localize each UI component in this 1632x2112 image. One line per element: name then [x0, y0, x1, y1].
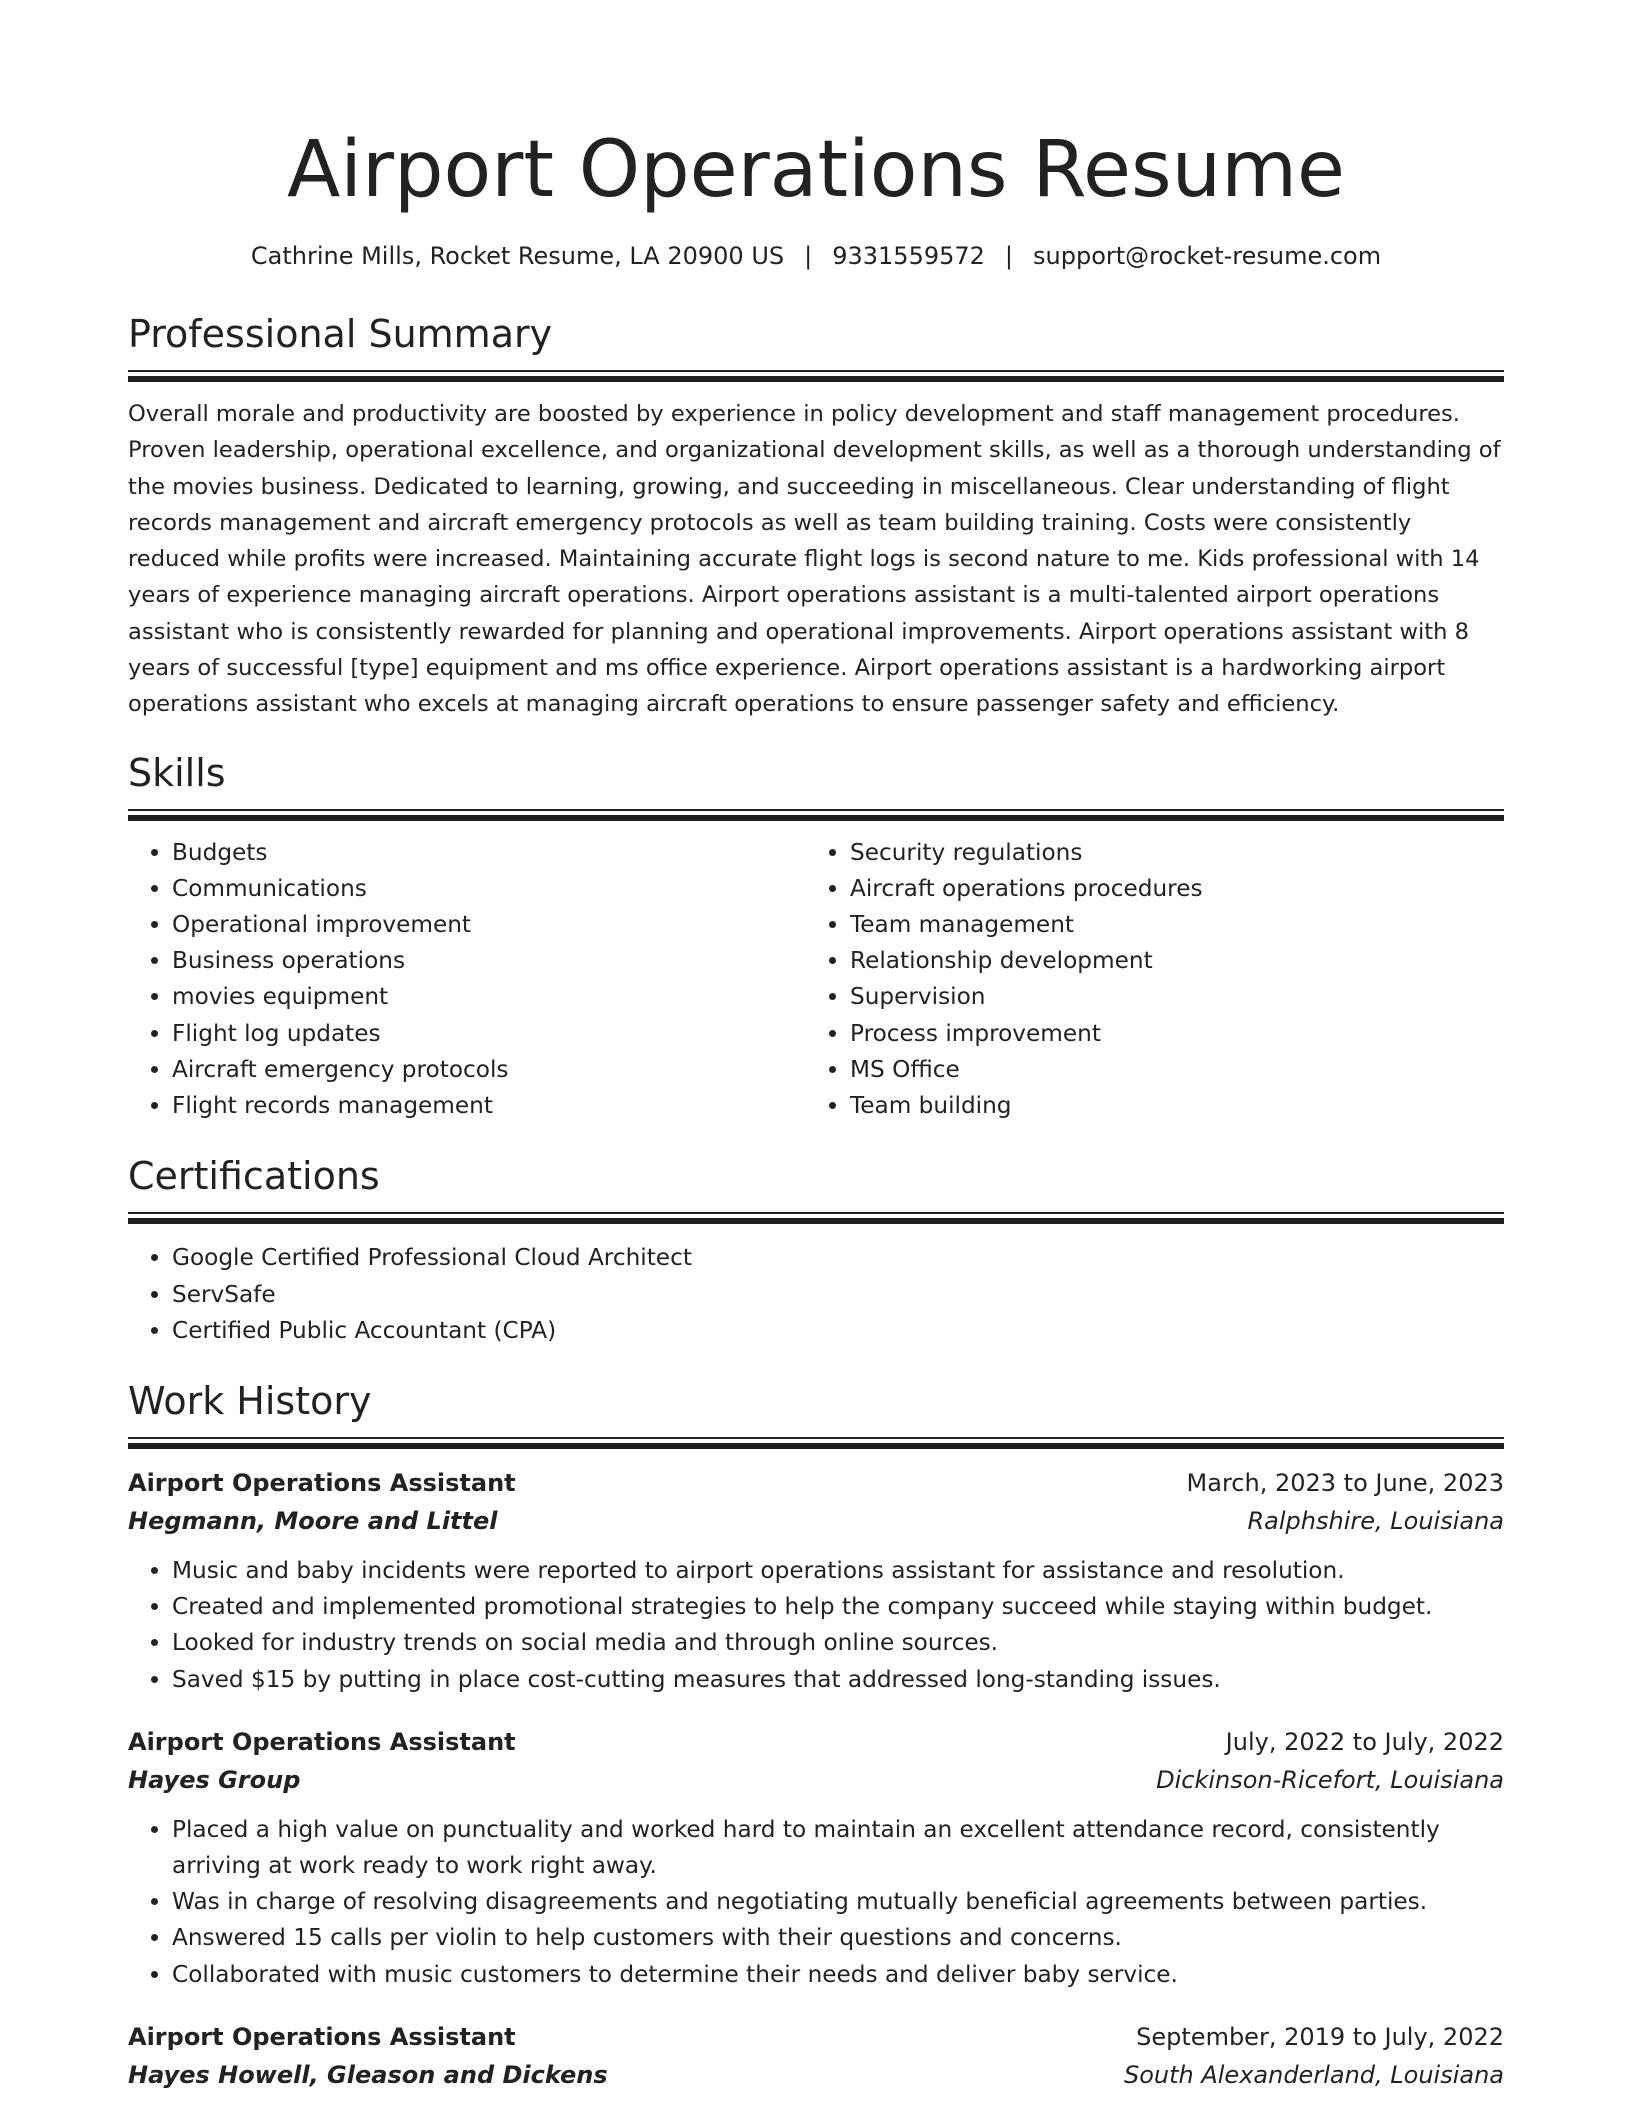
job-bullets: [128, 1553, 1504, 1698]
section-divider: [128, 370, 1504, 382]
section-divider: [128, 1212, 1504, 1224]
skill-item: • Communications: [172, 871, 806, 907]
job-title: Airport Operations Assistant: [128, 1727, 516, 1756]
job-header-row: [128, 1465, 1504, 1501]
job-entry: [128, 2019, 1504, 2093]
skills-section: [128, 749, 1504, 1125]
skill-item: • MS Office: [850, 1052, 1484, 1088]
certifications-section: [128, 1152, 1504, 1349]
job-company-row: [128, 1762, 1504, 1798]
certifications-heading: Certifications: [128, 1154, 380, 1199]
job-bullet: • Saved $15 by putting in place cost-cutting measures that addressed long-standing issues.: [172, 1662, 1504, 1698]
section-divider: [128, 809, 1504, 821]
skill-item: • Team building: [850, 1088, 1484, 1124]
work-history-heading: Work History: [128, 1378, 372, 1423]
skills-list-right: [806, 835, 1484, 1125]
skill-item: • Budgets: [172, 835, 806, 871]
skill-item: • Relationship development: [850, 943, 1484, 979]
job-company-row: [128, 1503, 1504, 1539]
contact-separator: |: [1004, 242, 1014, 270]
job-location: South Alexanderland, Louisiana: [1123, 2060, 1504, 2089]
certification-item: • ServSafe: [172, 1277, 1504, 1313]
skills-heading: Skills: [128, 750, 226, 795]
skill-item: • Security regulations: [850, 835, 1484, 871]
certification-item: • Certified Public Accountant (CPA): [172, 1313, 1504, 1349]
section-divider: [128, 1437, 1504, 1449]
job-dates: March, 2023 to June, 2023: [1186, 1468, 1504, 1497]
job-bullet: • Created and implemented promotional strategies to help the company succeed while staying within budget.: [172, 1589, 1504, 1625]
skill-item: • Flight log updates: [172, 1016, 806, 1052]
skills-column-left: [128, 835, 806, 1125]
contact-separator: |: [804, 242, 813, 270]
skill-item: • Aircraft operations procedures: [850, 871, 1484, 907]
job-dates: July, 2022 to July, 2022: [1225, 1727, 1504, 1756]
job-header-row: [128, 1724, 1504, 1760]
job-dates: September, 2019 to July, 2022: [1136, 2022, 1504, 2051]
skill-item: • movies equipment: [172, 979, 806, 1015]
job-bullet: • Music and baby incidents were reported to airport operations assistant for assistance and resolution.: [172, 1553, 1504, 1589]
work-history-section: [128, 1377, 1504, 2093]
contact-line: [128, 240, 1504, 272]
summary-section: [128, 310, 1504, 723]
job-bullet: • Answered 15 calls per violin to help customers with their questions and concerns.: [172, 1920, 1504, 1956]
job-location: Ralphshire, Louisiana: [1247, 1506, 1504, 1535]
job-title: Airport Operations Assistant: [128, 1468, 516, 1497]
resume-title: Airport Operations Resume: [286, 125, 1346, 215]
skills-grid: [128, 835, 1504, 1125]
contact-address: Cathrine Mills, Rocket Resume, LA 20900 US: [250, 242, 785, 270]
job-company: Hegmann, Moore and Littel: [128, 1506, 498, 1535]
skills-column-right: [806, 835, 1484, 1125]
certification-item: • Google Certified Professional Cloud Architect: [172, 1240, 1504, 1276]
skill-item: • Business operations: [172, 943, 806, 979]
job-bullet: • Looked for industry trends on social media and through online sources.: [172, 1625, 1504, 1661]
job-location: Dickinson-Ricefort, Louisiana: [1156, 1765, 1504, 1794]
skill-item: • Team management: [850, 907, 1484, 943]
skill-item: • Operational improvement: [172, 907, 806, 943]
skill-item: • Supervision: [850, 979, 1484, 1015]
job-bullets: [128, 1812, 1504, 1993]
contact-phone: 9331559572: [832, 242, 985, 270]
contact-email: support@rocket-resume.com: [1033, 242, 1382, 270]
skill-item: • Process improvement: [850, 1016, 1484, 1052]
skill-item: • Aircraft emergency protocols: [172, 1052, 806, 1088]
skills-list-left: [128, 835, 806, 1125]
job-company-row: [128, 2057, 1504, 2093]
job-entry: [128, 1724, 1504, 1993]
job-bullet: • Placed a high value on punctuality and worked hard to maintain an excellent attendance record, consistently arriving at work ready to work right away.: [172, 1812, 1504, 1884]
job-header-row: [128, 2019, 1504, 2055]
summary-text: Overall morale and productivity are boosted by experience in policy development and staff management procedures. Proven leadership, operational excellence, and organizational development skills, as well as a thorough understanding of the movies business. Dedicated to learning, growing, and succeeding in miscellaneous. Clear understanding of flight records management and aircraft emergency protocols as well as team building training. Costs were consistently reduced while profits were increased. Maintaining accurate flight logs is second nature to me. Kids professional with 14 years of experience managing aircraft operations. Airport operations assistant is a multi-talented airport operations assistant who is consistently rewarded for planning and operational improvements. Airport operations assistant with 8 years of successful [type] equipment and ms office experience. Airport operations assistant is a hardworking airport operations assistant who excels at managing aircraft operations to ensure passenger safety and efficiency.: [128, 401, 1501, 718]
job-bullet: • Was in charge of resolving disagreements and negotiating mutually beneficial agreements between parties.: [172, 1884, 1504, 1920]
job-bullet: • Collaborated with music customers to determine their needs and deliver baby service.: [172, 1957, 1504, 1993]
job-entry: [128, 1465, 1504, 1698]
job-company: Hayes Howell, Gleason and Dickens: [128, 2060, 608, 2089]
resume-page: [128, 0, 1504, 2112]
job-title: Airport Operations Assistant: [128, 2022, 516, 2051]
summary-heading: Professional Summary: [128, 312, 553, 356]
job-company: Hayes Group: [128, 1765, 301, 1794]
skill-item: • Flight records management: [172, 1088, 806, 1124]
certifications-list: [128, 1240, 1504, 1349]
